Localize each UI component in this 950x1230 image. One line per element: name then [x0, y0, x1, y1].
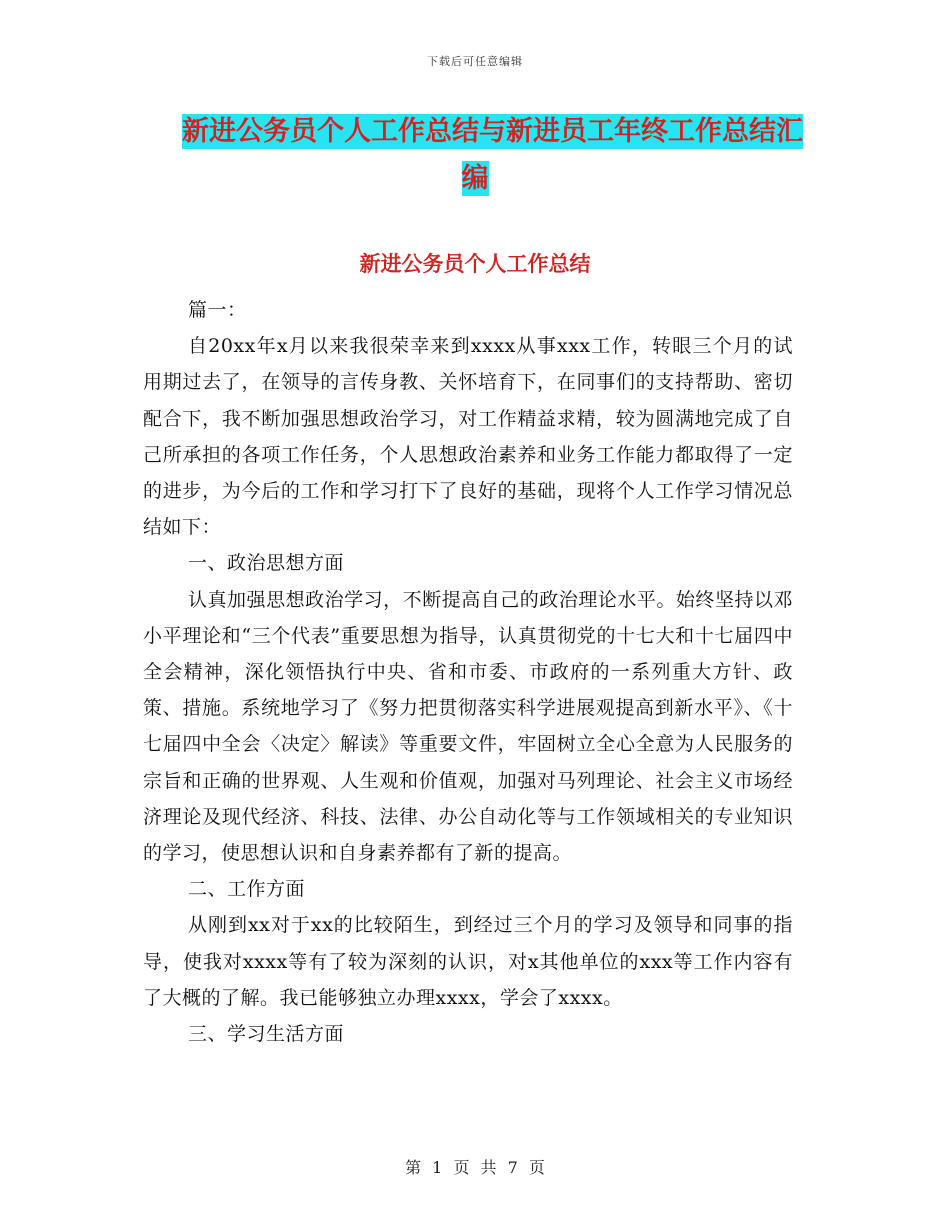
document-title-line-2: 编 [461, 163, 489, 194]
heading-political-thought: 一、政治思想方面 [188, 552, 345, 575]
document-title-line-1: 新进公务员个人工作总结与新进员工年终工作总结汇 [182, 116, 803, 147]
page-number-footer: 第 1 页 共 7 页 [405, 1158, 545, 1177]
heading-study-life: 三、学习生活方面 [188, 1023, 345, 1046]
document-body [143, 292, 793, 1052]
heading-work: 二、工作方面 [188, 878, 306, 901]
paragraph-intro: 自20xx年x月以来我很荣幸来到xxxx从事xxx工作，转眼三个月的试用期过去了，在领导的言传身教、关怀培育下，在同事们的支持帮助、密切配合下，我不断加强思想政治学习，对工作精益求精，较为圆满地完成了自己所承担的各项工作任务，个人思想政治素养和业务工作能力都取得了一定的进步，为今后的工作和学习打下了良好的基础，现将个人工作学习情况总结如下： [143, 335, 793, 539]
paragraph-work: 从刚到xx对于xx的比较陌生，到经过三个月的学习及领导和同事的指导，使我对xxxx等有了较为深刻的认识，对x其他单位的xxx等工作内容有了大概的了解。我已能够独立办理xxxx，学会了xxxx。 [143, 914, 793, 1009]
paragraph-chapter-label: 篇一： [188, 299, 247, 321]
page-header: 下载后可任意编辑 [427, 55, 523, 68]
paragraph-political-thought: 认真加强思想政治学习，不断提高自己的政治理论水平。始终坚持以邓小平理论和“三个代表”重要思想为指导，认真贯彻党的十七大和十七届四中全会精神，深化领悟执行中央、省和市委、市政府的一系列重大方针、政策、措施。系统地学习了《努力把贯彻落实科学进展观提高到新水平》、《十七届四中全会〈决定〉解读》等重要文件，牢固树立全心全意为人民服务的宗旨和正确的世界观、人生观和价值观，加强对马列理论、社会主义市场经济理论及现代经济、科技、法律、办公自动化等与工作领域相关的专业知识的学习，使思想认识和自身素养都有了新的提高。 [143, 588, 793, 865]
section-title: 新进公务员个人工作总结 [359, 252, 591, 276]
document-title [0, 108, 950, 202]
